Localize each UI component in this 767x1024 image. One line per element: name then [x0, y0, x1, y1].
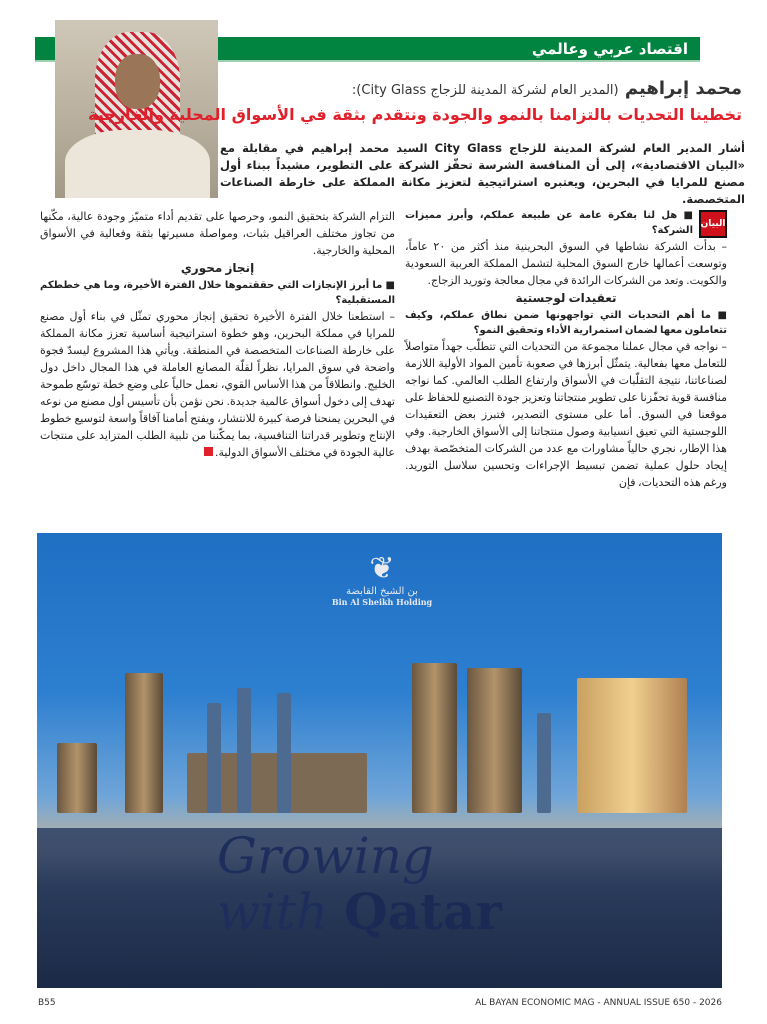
paragraph: التزام الشركة بتحقيق النمو، وحرصها على تقديم أداء متميّز وجودة عالية، مكّنها من تجاوز مختلف العراقيل بثبات، ومواصلة مسيرتها بثقة وفعالية في الأسواق المحلية والخارجية.	[40, 210, 395, 257]
question: ■ هل لنا بفكرة عامة عن طبيعة عملكم، وأبرز مميزات الشركة؟	[405, 210, 693, 236]
headline-subtitle: تخطينا التحديات بالتزامنا بالنمو والجودة ونتقدم بثقة في الأسواق المحلية والخارجية	[87, 105, 742, 124]
right-column	[405, 208, 727, 491]
subheading: إنجاز محوري	[180, 261, 255, 275]
question: ■ ما أهم التحديات التي تواجهونها ضمن نطاق عملكم، وكيف تتعاملون معها لضمان استمرارية الأداء وتحقيق النمو؟	[405, 310, 727, 336]
left-column	[40, 208, 395, 461]
brand-logo: ❦ بن الشيخ القابضة Bin Al Sheikh Holding	[331, 551, 433, 607]
headline-name: محمد إبراهيم	[624, 78, 742, 99]
issue-info: AL BAYAN ECONOMIC MAG - ANNUAL ISSUE 650 - 2026	[475, 998, 722, 1008]
al-bayan-logo: البيان	[699, 210, 727, 238]
answer: – استطعنا خلال الفترة الأخيرة تحقيق إنجاز محوري تمثّل في بناء أول مصنع للمرايا في مملكة البحرين، وهو خطوة استراتيجية أساسية تعزز مكانة المملكة على خارطة الصناعات المتخصصة في المنطقة. ويأتي هذا المشروع ليسدّ فجوة واضحة في سوق المرايا، نظراً لقلّة المصانع العاملة في هذا المجال داخل دول الخليج. وانطلاقاً من هذا الأساس القوي، نعمل حالياً على وضع خطة توسّع طموحة تهدف إلى دخول أسواق عالمية جديدة. نحن نؤمن بأن تأسيس أول مصنع من نوعه في البحرين يمنحنا فرصة كبيرة للانتشار، ويفتح أمامنا آفاقاً واسعة لتوسيع خطوط الإنتاج وتطوير قدراتنا التنافسية، بما يمكّننا من تلبية الطلب المتزايد على منتجات عالية الجودة في مختلف الأسواق الدولية.	[40, 310, 395, 459]
headline-role: (المدير العام لشركة المدينة للزجاج City Glass):	[351, 83, 619, 98]
question: ■ ما أبرز الإنجازات التي حققتموها خلال الفترة الأخيرة، وما هي خططكم المستقبلية؟	[40, 280, 395, 306]
end-mark-icon	[204, 447, 213, 456]
answer: – بدأت الشركة نشاطها في السوق البحرينية منذ أكثر من ٢٠ عاماً، وتوسعت أعمالها خارج السوق المحلية لتشمل المملكة العربية السعودية والكويت. وتعد من الشركات الرائدة في مجال معالجة وتوريد الزجاج.	[405, 240, 727, 287]
intro-paragraph: أشار المدير العام لشركة المدينة للزجاج City Glass السيد محمد إبراهيم في مقابلة مع «البيان الاقتصادية»، إلى أن المنافسة الشرسة تحفّز الشركة على التطوير، مشيداً ببناء أول مصنع للمرايا في البحرين، ويعتبره استراتيجية لتعزيز مكانة المملكة على خارطة الصناعات المتخصصة.	[220, 141, 745, 206]
answer: – نواجه في مجال عملنا مجموعة من التحديات التي تتطلّب جهداً متواصلاً للتعامل معها بفعالية. يتمثّل أبرزها في صعوبة تأمين المواد الأولية اللازمة لصناعاتنا، نتيجة التقلّبات في الأسواق وارتفاع الطلب العالمي. كما نواجه منافسة قوية تحفّزنا على تطوير منتجاتنا وتعزيز جودة التصنيع للحفاظ على موقعنا في السوق. أما على مستوى التصدير، فتبرز بعض التعقيدات اللوجستية التي تعيق انسيابية وصول منتجاتنا إلى الأسواق الخارجية. وفي هذا الإطار، نجري حالياً مشاورات مع عدد من الشركات المتخصّصة بهدف إيجاد حلول عملية تضمن تبسيط الإجراءات وتحسين سلاسل التوريد. ورغم هذه التحديات، فإن	[405, 340, 727, 489]
subheading: تعقيدات لوجستية	[515, 291, 617, 305]
section-title: اقتصاد عربي وعالمي	[531, 40, 688, 58]
page-number: B55	[38, 998, 56, 1008]
advertisement	[37, 533, 722, 988]
ad-slogan: Growing with Qatar	[217, 827, 502, 941]
headline	[352, 78, 742, 99]
